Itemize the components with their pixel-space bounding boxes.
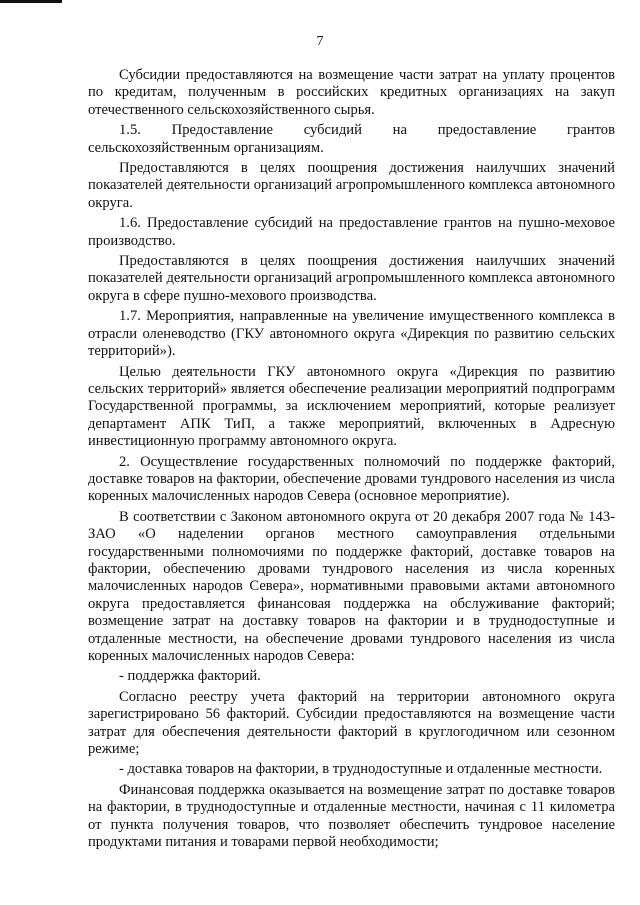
paragraph-item-1-5: 1.5. Предоставление субсидий на предоставление грантов сельскохозяйственным организациям. (88, 122, 615, 156)
paragraph-fur-grants-purpose: Предоставляются в целях поощрения достижения наилучших значений показателей деятельности организаций агропромышленного комплекса автономного округа в сфере пушно-мехового производства. (88, 253, 615, 304)
paragraph-grants-purpose: Предоставляются в целях поощрения достижения наилучших значений показателей деятельности организаций агропромышленного комплекса автономного округа. (88, 160, 615, 211)
paragraph-subsidy-interest: Субсидии предоставляются на возмещение части затрат на уплату процентов по кредитам, полученным в российских кредитных организациях на закуп отечественного сельскохозяйственного сырья. (88, 67, 615, 118)
paragraph-item-1-6: 1.6. Предоставление субсидий на предоставление грантов на пушно-меховое производство. (88, 215, 615, 249)
paragraph-financial-support: Финансовая поддержка оказывается на возмещение затрат по доставке товаров на фактории, в труднодоступные и отдаленные местности, начиная с 11 километра от пункта получения товаров, что позволяет обеспечить тундровое население продуктами питания и товарами первой необходимости; (88, 781, 615, 851)
paragraph-item-1-7: 1.7. Мероприятия, направленные на увеличение имущественного комплекса в отрасли оленеводство (ГКУ автономного округа «Дирекция по развитию сельских территорий»). (88, 308, 615, 360)
list-item-factory-support: - поддержка факторий. (119, 668, 261, 685)
paragraph-item-2: 2. Осуществление государственных полномочий по поддержке факторий, доставке товаров на фактории, обеспечение дровами тундрового населения из числа коренных малочисленных народов Севера (основное мероприятие). (88, 453, 615, 505)
paragraph-law-reference: В соответствии с Законом автономного округа от 20 декабря 2007 года № 143-ЗАО «О наделении органов местного самоуправления отдельными государственными полномочиями по поддержке факторий, доставке товаров на фактории, обеспечению дровами тундрового населения из числа коренных малочисленных народов Севера», нормативными правовыми актами автономного округа предоставляется финансовая поддержка на обслуживание факторий; возмещение затрат на доставку товаров на фактории и в труднодоступные и отдаленные местности, на обеспечение дровами тундрового населения из числа коренных малочисленных народов Севера: (88, 508, 615, 664)
page-number: 7 (316, 34, 324, 49)
paragraph-factory-registry: Согласно реестру учета факторий на территории автономного округа зарегистрировано 56 факторий. Субсидии предоставляются на возмещение части затрат для обеспечения деятельности факторий в круглогодичном или сезонном режиме; (88, 688, 615, 758)
scan-corner-mark (0, 0, 62, 3)
list-item-goods-delivery: - доставка товаров на фактории, в труднодоступные и отдаленные местности. (119, 761, 603, 778)
document-body (88, 67, 615, 851)
paragraph-gku-purpose: Целью деятельности ГКУ автономного округа «Дирекция по развитию сельских территорий» является обеспечение реализации мероприятий подпрограмм Государственной программы, за исключением мероприятий, которые реализует департамент АПК ТиП, а также мероприятий, включенных в Адресную инвестиционную программу автономного округа. (88, 363, 615, 450)
